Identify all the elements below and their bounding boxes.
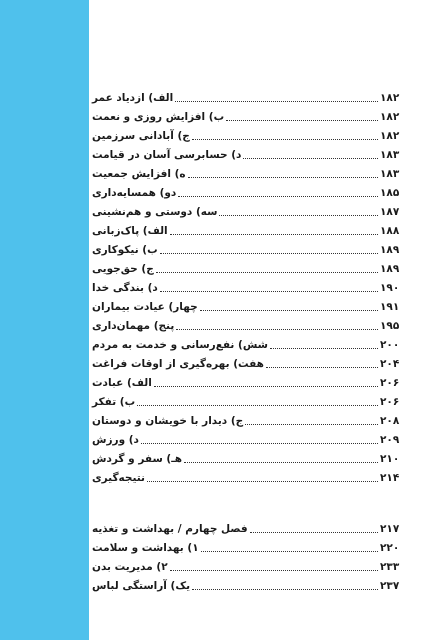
toc-entry-title: فصل چهارم / بهداشت و تغذیه xyxy=(92,523,248,535)
toc-entry-title: پنج) مهمان‌داری xyxy=(92,320,175,332)
toc-entry-title: یک) آراستگی لباس xyxy=(92,580,191,592)
dot-leader xyxy=(200,309,378,311)
toc-entry xyxy=(92,183,404,203)
toc-entry-page: ۲۳۳ xyxy=(380,561,400,573)
toc-entry-page: ۲۰۶ xyxy=(380,377,400,389)
toc-entry-title: الف) ازدیاد عمر xyxy=(92,92,174,104)
toc-entry xyxy=(92,373,404,393)
dot-leader xyxy=(245,423,378,425)
toc-entry xyxy=(92,316,404,336)
toc-entry-title: نتیجه‌گیری xyxy=(92,472,145,484)
dot-leader xyxy=(141,442,378,444)
toc-entry-page: ۱۹۱ xyxy=(380,301,400,313)
toc-entry-page: ۱۸۹ xyxy=(380,244,400,256)
dot-leader xyxy=(192,588,378,590)
toc-entry xyxy=(92,107,404,127)
toc-entry xyxy=(92,392,404,412)
toc-entry-page: ۲۱۷ xyxy=(380,523,400,535)
dot-leader xyxy=(219,214,378,216)
toc-entry xyxy=(92,126,404,146)
toc-entry-page: ۲۰۸ xyxy=(380,415,400,427)
toc-entry-page: ۲۱۰ xyxy=(380,453,400,465)
toc-entry-page: ۱۸۹ xyxy=(380,263,400,275)
toc-entry-page: ۱۹۵ xyxy=(380,320,400,332)
toc-entry xyxy=(92,240,404,260)
toc-entry-title: ب) تفکر xyxy=(92,396,136,408)
dot-leader xyxy=(178,195,378,197)
toc-entry-page: ۱۹۰ xyxy=(380,282,400,294)
toc-entry xyxy=(92,538,404,558)
dot-leader xyxy=(147,480,378,482)
toc-entry xyxy=(92,164,404,184)
toc-entry xyxy=(92,221,404,241)
toc-entry-title: ب) افزایش روزی و نعمت xyxy=(92,111,225,123)
toc-entry-title: د) بندگی خدا xyxy=(92,282,158,294)
toc-entry-title: الف) عبادت xyxy=(92,377,152,389)
toc-entry-title: دو) همسایه‌داری xyxy=(92,187,177,199)
dot-leader xyxy=(176,328,378,330)
toc-chapter-entry xyxy=(92,519,404,539)
toc-entry-title: ج) حق‌جویی xyxy=(92,263,154,275)
dot-leader xyxy=(270,347,378,349)
toc-entry-title: هـ) سفر و گردش xyxy=(92,453,183,465)
toc-entry xyxy=(92,576,404,596)
toc-entry-page: ۲۰۰ xyxy=(380,339,400,351)
toc-entry xyxy=(92,278,404,298)
toc-entry-page: ۲۰۶ xyxy=(380,396,400,408)
toc-entry-page: ۱۸۳ xyxy=(380,168,400,180)
toc-entry-page: ۲۲۰ xyxy=(380,542,400,554)
toc-entry xyxy=(92,430,404,450)
toc-entry-title: شش) نفع‌رسانی و خدمت به مردم xyxy=(92,339,268,351)
toc-entry-title: ج) آبادانی سرزمین xyxy=(92,130,190,142)
toc-entry-page: ۱۸۲ xyxy=(380,111,400,123)
dot-leader xyxy=(154,385,378,387)
toc-entry-title: د) ورزش xyxy=(92,434,139,446)
dot-leader xyxy=(250,531,378,533)
dot-leader xyxy=(226,119,378,121)
toc-entry xyxy=(92,557,404,577)
dot-leader xyxy=(175,100,378,102)
dot-leader xyxy=(201,550,378,552)
toc-entry xyxy=(92,297,404,317)
toc-entry-title: ۱) بهداشت و سلامت xyxy=(92,542,199,554)
toc-entry xyxy=(92,259,404,279)
toc-entry-title: ب) نیکوکاری xyxy=(92,244,158,256)
toc-entry-page: ۱۸۸ xyxy=(380,225,400,237)
toc-entry-page: ۱۸۲ xyxy=(380,130,400,142)
toc-entry-page: ۲۱۴ xyxy=(380,472,400,484)
toc-entry-title: الف) پاک‌زبانی xyxy=(92,225,168,237)
toc-entry xyxy=(92,468,404,488)
toc-entry-page: ۱۸۲ xyxy=(380,92,400,104)
toc-entry-title: د) حسابرسی آسان در قیامت xyxy=(92,149,242,161)
dot-leader xyxy=(160,290,378,292)
toc-entry xyxy=(92,335,404,355)
toc-entry-page: ۱۸۷ xyxy=(380,206,400,218)
dot-leader xyxy=(243,157,378,159)
dot-leader xyxy=(160,252,378,254)
dot-leader xyxy=(170,233,378,235)
toc-entry-title: ج) دیدار با خویشان و دوستان xyxy=(92,415,244,427)
toc-entry xyxy=(92,202,404,222)
toc-entry-title: چهار) عیادت بیماران xyxy=(92,301,198,313)
dot-leader xyxy=(188,176,378,178)
toc-entry-page: ۲۳۷ xyxy=(380,580,400,592)
dot-leader xyxy=(156,271,378,273)
dot-leader xyxy=(137,404,378,406)
dot-leader xyxy=(184,461,378,463)
toc-entry-page: ۱۸۵ xyxy=(380,187,400,199)
toc-entry-title: ۲) مدیریت بدن xyxy=(92,561,168,573)
toc-entry xyxy=(92,449,404,469)
toc-entry xyxy=(92,88,404,108)
toc-entry-page: ۲۰۴ xyxy=(380,358,400,370)
dot-leader xyxy=(170,569,378,571)
toc-entry-title: سه) دوستی و هم‌نشینی xyxy=(92,206,218,218)
toc-entry xyxy=(92,354,404,374)
toc-entry-page: ۲۰۹ xyxy=(380,434,400,446)
dot-leader xyxy=(192,138,378,140)
toc-entry-title: هفت) بهره‌گیری از اوقات فراغت xyxy=(92,358,264,370)
toc-entry-page: ۱۸۳ xyxy=(380,149,400,161)
toc-entry xyxy=(92,145,404,165)
toc-entry-title: ه) افزایش جمعیت xyxy=(92,168,186,180)
toc-entry xyxy=(92,411,404,431)
dot-leader xyxy=(266,366,378,368)
